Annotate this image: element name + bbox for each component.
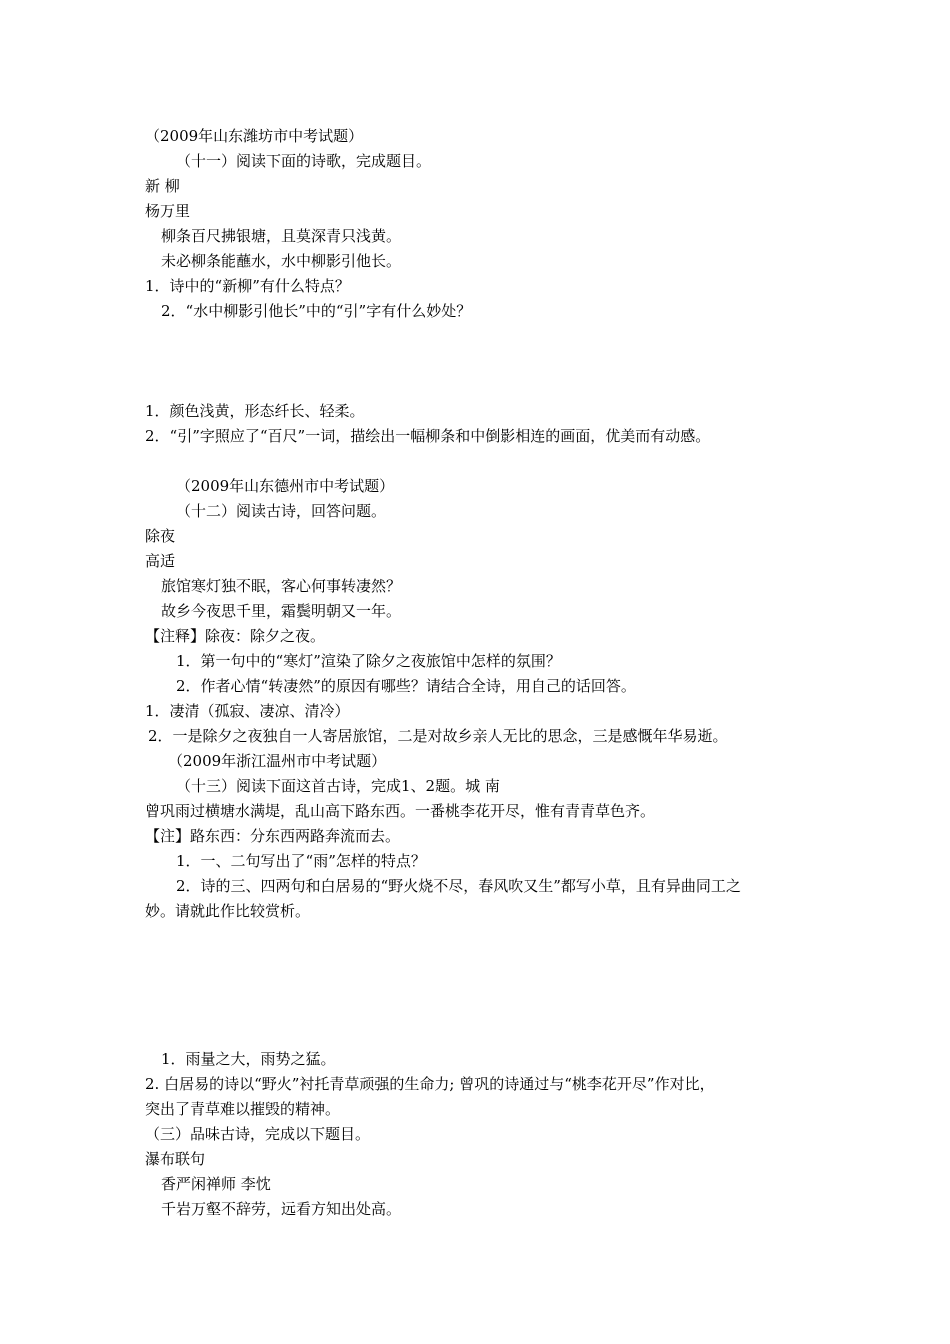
answer: 1．凄清（孤寂、凄凉、清冷） (145, 702, 350, 720)
poem-author: 高适 (145, 552, 176, 570)
poem-author: 杨万里 (145, 202, 191, 220)
question: 1．一、二句写出了“雨”怎样的特点？ (176, 852, 426, 870)
poem-author: 香严闲禅师 李忱 (161, 1175, 271, 1193)
poem-line: 柳条百尺拂银塘，且莫深青只浅黄。 (161, 227, 402, 245)
poem-line: 未必柳条能蘸水，水中柳影引他长。 (161, 252, 402, 270)
annotation: 【注】路东西：分东西两路奔流而去。 (145, 827, 401, 845)
poem-title: 瀑布联句 (145, 1150, 206, 1168)
answer: 1．雨量之大，雨势之猛。 (161, 1050, 336, 1068)
question-continued: 妙。请就此作比较赏析。 (145, 902, 311, 920)
answer: 2. 白居易的诗以“野火”衬托青草顽强的生命力; 曾巩的诗通过与“桃李花开尽”作对比， (145, 1075, 715, 1093)
section-heading: （三）品味古诗，完成以下题目。 (145, 1125, 371, 1143)
section-heading: （十三）阅读下面这首古诗，完成1、2题。城 南 (176, 777, 500, 795)
poem-title: 除夜 (145, 527, 176, 545)
question: 1．第一句中的“寒灯”渲染了除夕之夜旅馆中怎样的氛围？ (176, 652, 561, 670)
poem-line: 千岩万壑不辞劳，远看方知出处高。 (161, 1200, 402, 1218)
poem-line: 故乡今夜思千里，霜鬓明朝又一年。 (161, 602, 402, 620)
source-note: （2009年浙江温州市中考试题） (168, 752, 387, 770)
annotation: 【注释】除夜：除夕之夜。 (145, 627, 326, 645)
question: 1．诗中的“新柳”有什么特点？ (145, 277, 350, 295)
section-heading: （十一）阅读下面的诗歌，完成题目。 (176, 152, 432, 170)
answer-continued: 突出了青草难以摧毁的精神。 (145, 1100, 341, 1118)
source-note: （2009年山东潍坊市中考试题） (145, 127, 364, 145)
section-heading: （十二）阅读古诗，回答问题。 (176, 502, 387, 520)
poem-line: 旅馆寒灯独不眠，客心何事转凄然？ (161, 577, 402, 595)
question: 2．“水中柳影引他长”中的“引”字有什么妙处？ (161, 302, 472, 320)
poem-text: 曾巩雨过横塘水满堤，乱山高下路东西。一番桃李花开尽，惟有青青草色齐。 (145, 802, 656, 820)
answer: 2．“引”字照应了“百尺”一词，描绘出一幅柳条和中倒影相连的画面，优美而有动感。 (145, 427, 711, 445)
answer: 1．颜色浅黄，形态纤长、轻柔。 (145, 402, 365, 420)
answer: 2．一是除夕之夜独自一人寄居旅馆，二是对故乡亲人无比的思念，三是感慨年华易逝。 (148, 727, 728, 745)
question: 2．诗的三、四两句和白居易的“野火烧不尽，春风吹又生”都写小草，且有异曲同工之 (176, 877, 741, 895)
source-note: （2009年山东德州市中考试题） (176, 477, 395, 495)
poem-title: 新 柳 (145, 177, 180, 195)
question: 2．作者心情“转凄然”的原因有哪些？请结合全诗，用自己的话回答。 (176, 677, 636, 695)
